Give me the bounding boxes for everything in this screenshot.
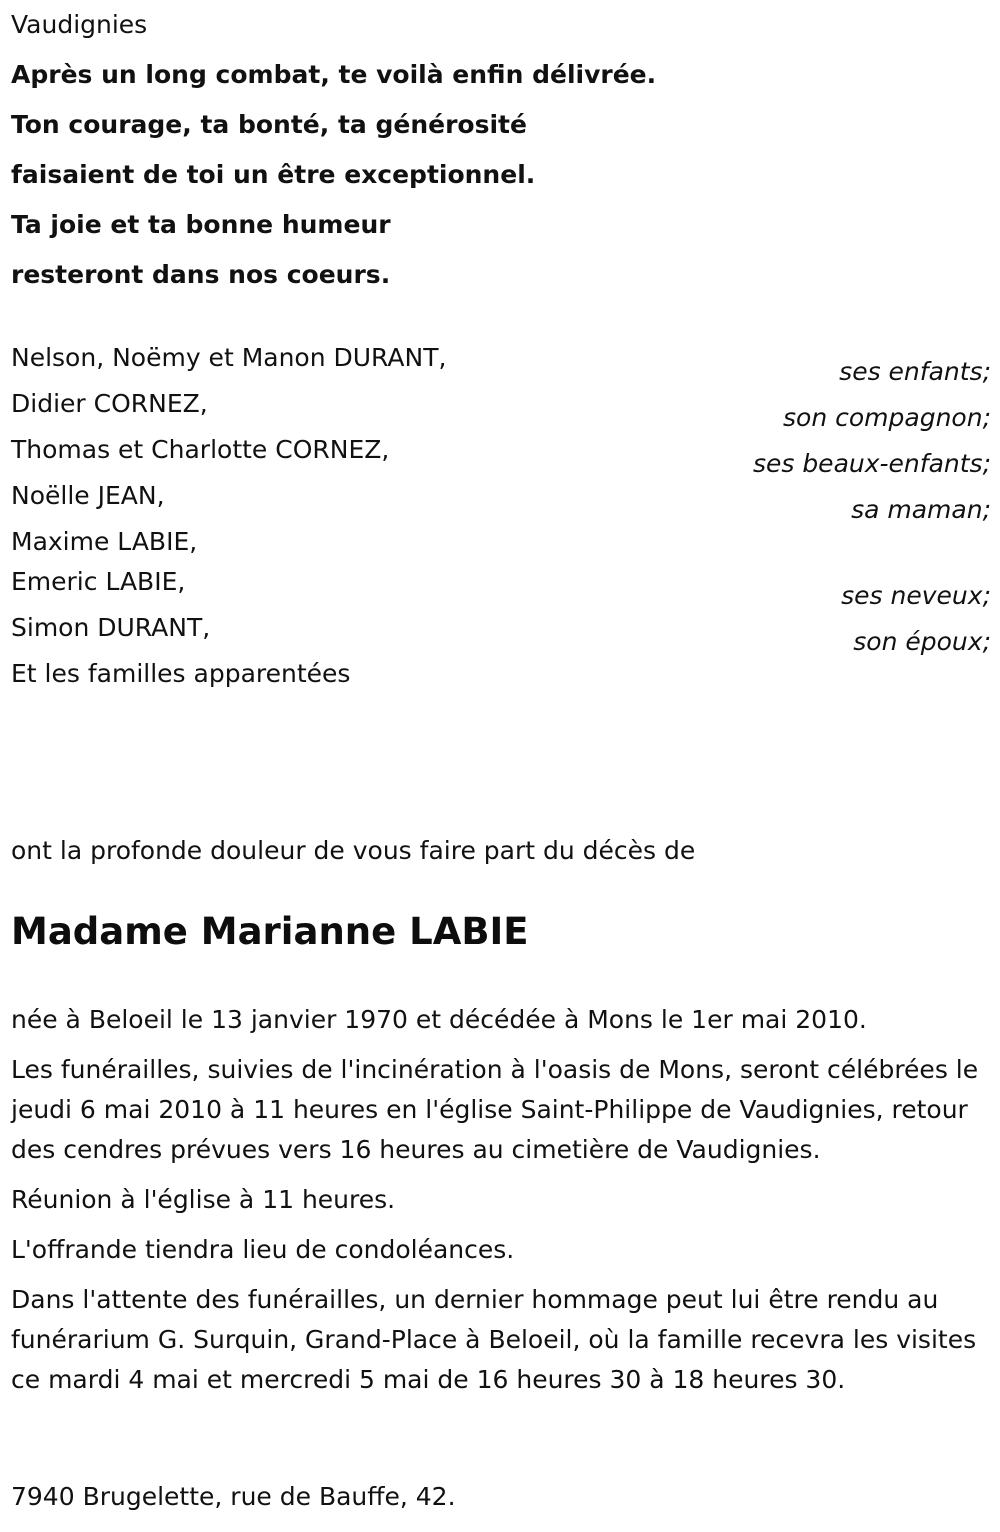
poem-line: faisaient de toi un être exceptionnel. <box>11 160 536 189</box>
family-role: ses beaux-enfants; <box>752 449 991 478</box>
family-entry <box>11 608 991 654</box>
family-names: Thomas et Charlotte CORNEZ, <box>11 435 390 464</box>
details-paragraph: Dans l'attente des funérailles, un dernier hommage peut lui être rendu au funérarium G. Surquin, Grand-Place à Beloeil, où la famille recevra les visites ce mardi 4 mai et mercredi 5 mai de 16 heures 30 à 18 heures 30. <box>11 1285 977 1394</box>
family-names: Simon DURANT, <box>11 613 211 642</box>
address: 7940 Brugelette, rue de Bauffe, 42. <box>11 1482 456 1511</box>
place-heading: Vaudignies <box>11 10 148 39</box>
family-role: sa maman; <box>851 495 991 524</box>
details-paragraph: L'offrande tiendra lieu de condoléances. <box>11 1235 515 1264</box>
deceased-name: Madame Marianne LABIE <box>11 910 529 953</box>
family-role: son compagnon; <box>783 403 991 432</box>
family-entry <box>11 430 991 476</box>
poem <box>11 60 656 310</box>
family-names: Didier CORNEZ, <box>11 389 208 418</box>
family-role: ses neveux; <box>841 581 991 610</box>
poem-line: Après un long combat, te voilà enfin délivrée. <box>11 60 657 89</box>
family-entry <box>11 338 991 384</box>
family-names: Noëlle JEAN, <box>11 481 165 510</box>
family-entry <box>11 476 991 522</box>
family-entry <box>11 522 991 608</box>
family-names: Emeric LABIE, <box>11 567 186 596</box>
family-role: son époux; <box>853 627 991 656</box>
family-entry <box>11 384 991 430</box>
details-paragraph: née à Beloeil le 13 janvier 1970 et décédée à Mons le 1er mai 2010. <box>11 1005 867 1034</box>
family-names: Maxime LABIE, <box>11 527 198 556</box>
details-paragraph: Réunion à l'église à 11 heures. <box>11 1185 396 1214</box>
family-list <box>11 338 991 694</box>
poem-line: Ton courage, ta bonté, ta générosité <box>11 110 527 139</box>
poem-line: Ta joie et ta bonne humeur <box>11 210 391 239</box>
poem-line: resteront dans nos coeurs. <box>11 260 391 289</box>
details-paragraph: Les funérailles, suivies de l'incinération à l'oasis de Mons, seront célébrées le jeudi 6 mai 2010 à 11 heures en l'église Saint-Philippe de Vaudignies, retour des cendres prévues vers 16 heures au cimetière de Vaudignies. <box>11 1055 979 1164</box>
family-role: ses enfants; <box>839 357 991 386</box>
announcement-intro: ont la profonde douleur de vous faire part du décès de <box>11 836 696 865</box>
family-closing: Et les familles apparentées <box>11 659 351 688</box>
family-names: Nelson, Noëmy et Manon DURANT, <box>11 343 447 372</box>
details <box>11 1000 991 1410</box>
